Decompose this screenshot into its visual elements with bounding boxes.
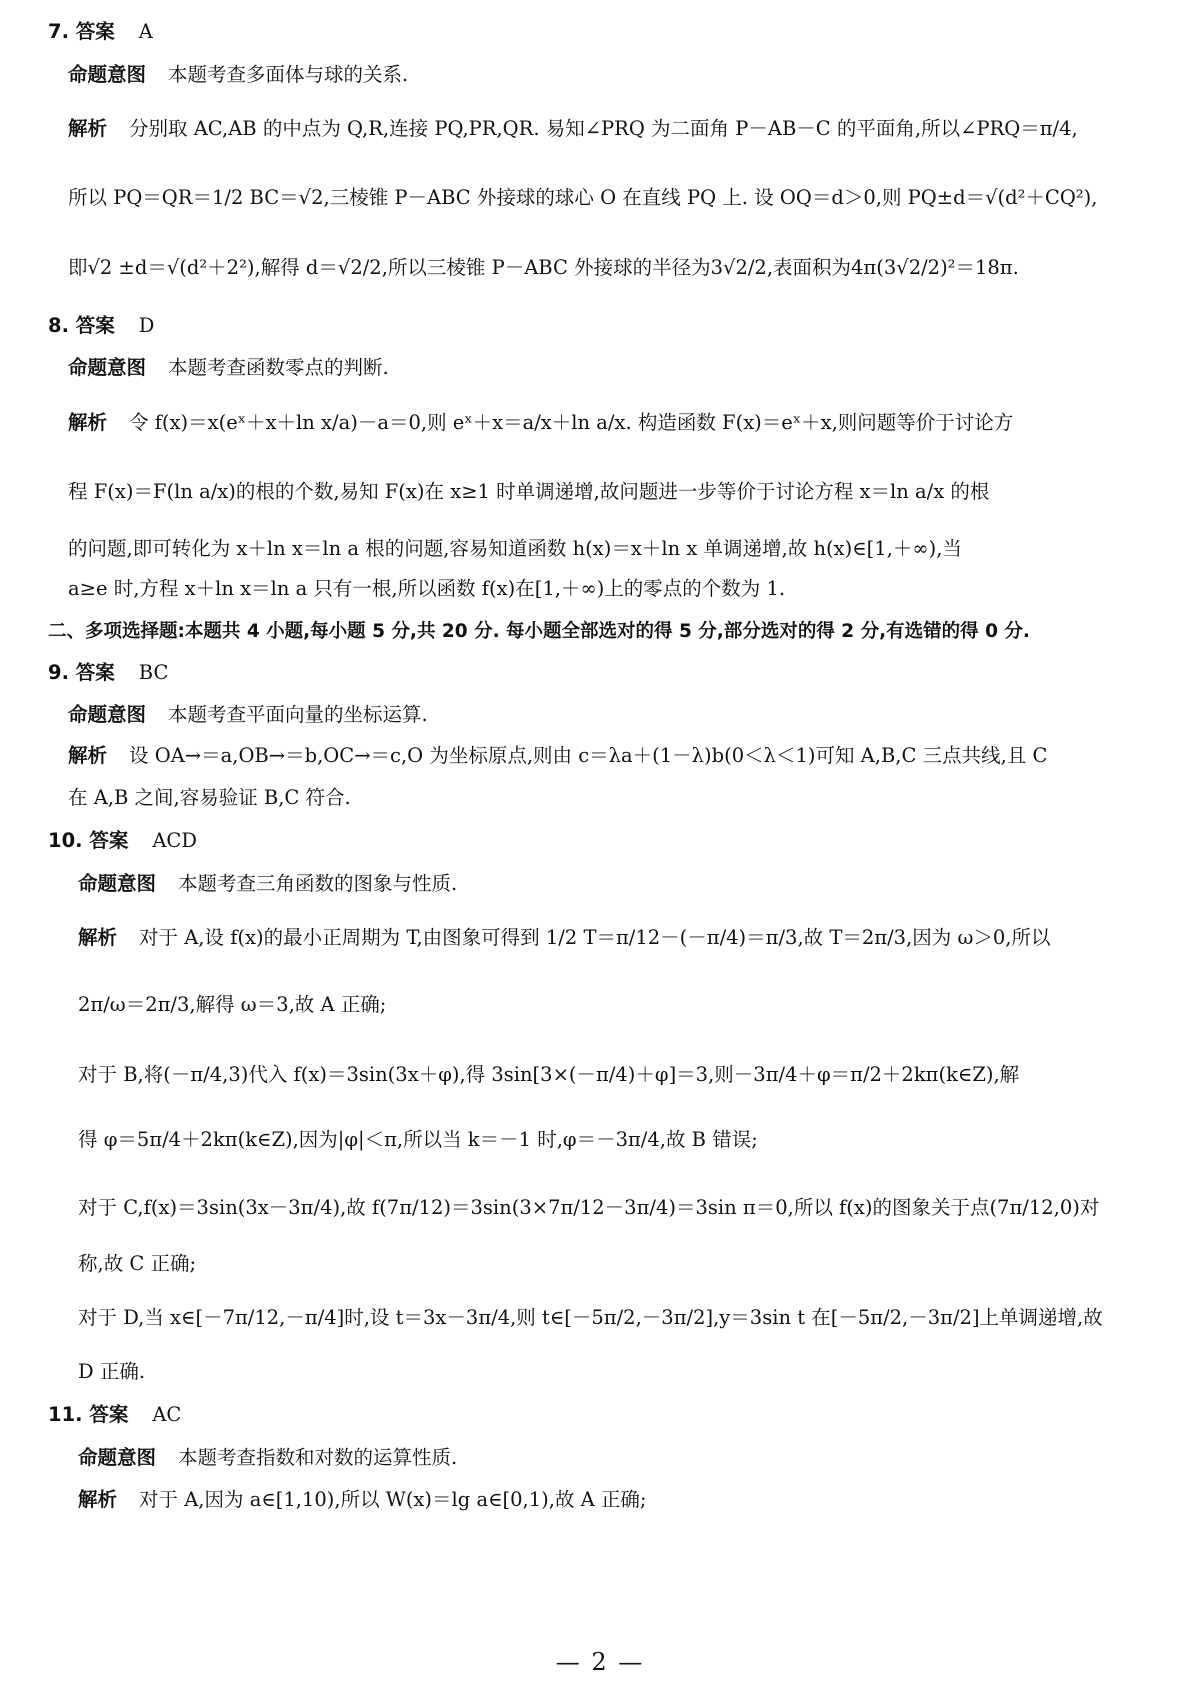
q7-header (48, 20, 153, 44)
q7-analysis-line-2: 所以 PQ＝QR＝1/2 BC＝√2,三棱锥 P－ABC 外接球的球心 O 在直线 PQ 上. 设 OQ＝d＞0,则 PQ±d＝√(d²＋CQ²), (68, 186, 1098, 209)
q10-analysis-line-5: 对于 C,f(x)＝3sin(3x－3π/4),故 f(7π/12)＝3sin(3×7π/12－3π/4)＝3sin π＝0,所以 f(x)的图象关于点(7π/12,0)对 (78, 1196, 1100, 1219)
q7-analysis-line-3: 即√2 ±d＝√(d²＋2²),解得 d＝√2/2,所以三棱锥 P－ABC 外接球的半径为3√2/2,表面积为4π(3√2/2)²＝18π. (68, 256, 1019, 279)
q11-title: 11. 答案 (48, 1403, 129, 1426)
q7-title: 7. 答案 (48, 20, 115, 43)
q7-analysis-text: 分别取 AC,AB 的中点为 Q,R,连接 PQ,PR,QR. 易知∠PRQ 为二面角 P－AB－C 的平面角,所以∠PRQ＝π/4, (129, 117, 1078, 140)
q10-analysis-line-1 (78, 926, 1050, 950)
q8-title: 8. 答案 (48, 314, 115, 337)
q10-intent (78, 872, 457, 896)
q11-analysis-line-1 (78, 1488, 647, 1512)
q8-analysis-line-4: a≥e 时,方程 x＋ln x＝ln a 只有一根,所以函数 f(x)在[1,＋∞)上的零点的个数为 1. (68, 577, 786, 600)
q7-intent (68, 63, 408, 87)
q11-intent (78, 1446, 457, 1470)
q10-analysis-line-3: 对于 B,将(－π/4,3)代入 f(x)＝3sin(3x＋φ),得 3sin[3×(－π/4)＋φ]＝3,则－3π/4＋φ＝π/2＋2kπ(k∈Z),解 (78, 1063, 1020, 1086)
q10-intent-text: 本题考查三角函数的图象与性质. (178, 872, 458, 895)
q10-intent-label: 命题意图 (78, 872, 157, 895)
q7-analysis-label: 解析 (68, 117, 108, 140)
q11-intent-label: 命题意图 (78, 1446, 157, 1469)
q10-analysis-line-7: 对于 D,当 x∈[－7π/12,－π/4]时,设 t＝3x－3π/4,则 t∈[－5π/2,－3π/2],y＝3sin t 在[－5π/2,－3π/2]上单调递增,故 (78, 1306, 1103, 1329)
q9-analysis-line-1 (68, 744, 1047, 768)
q8-analysis-label: 解析 (68, 411, 108, 434)
q7-intent-label: 命题意图 (68, 63, 147, 86)
q10-analysis-line-4: 得 φ＝5π/4＋2kπ(k∈Z),因为|φ|＜π,所以当 k＝－1 时,φ＝－3π/4,故 B 错误; (78, 1128, 758, 1151)
q8-analysis-line-1 (68, 411, 1013, 435)
q9-intent-text: 本题考查平面向量的坐标运算. (168, 703, 428, 726)
q9-analysis-text: 设 OA→＝a,OB→＝b,OC→＝c,O 为坐标原点,则由 c＝λa＋(1－λ)b(0＜λ＜1)可知 A,B,C 三点共线,且 C (129, 744, 1048, 767)
q9-analysis-label: 解析 (68, 744, 108, 767)
q9-title: 9. 答案 (48, 661, 115, 684)
q9-analysis-line-2: 在 A,B 之间,容易验证 B,C 符合. (68, 786, 351, 809)
q10-header (48, 829, 197, 853)
q9-answer: BC (138, 661, 169, 684)
q8-analysis-line-3: 的问题,即可转化为 x＋ln x＝ln a 根的问题,容易知道函数 h(x)＝x＋ln x 单调递增,故 h(x)∈[1,＋∞),当 (68, 537, 962, 560)
q8-header (48, 314, 154, 338)
q10-title: 10. 答案 (48, 829, 129, 852)
q11-answer: AC (152, 1403, 182, 1426)
q8-intent-label: 命题意图 (68, 356, 147, 379)
section-2-header: 二、多项选择题:本题共 4 小题,每小题 5 分,共 20 分. 每小题全部选对的得 5 分,部分选对的得 2 分,有选错的得 0 分. (48, 621, 1030, 642)
q7-intent-text: 本题考查多面体与球的关系. (168, 63, 409, 86)
q10-answer: ACD (152, 829, 197, 852)
q10-analysis-line-8: D 正确. (78, 1360, 146, 1383)
q9-intent-label: 命题意图 (68, 703, 147, 726)
q10-analysis-text: 对于 A,设 f(x)的最小正周期为 T,由图象可得到 1/2 T＝π/12－(－π/4)＝π/3,故 T＝2π/3,因为 ω＞0,所以 (139, 926, 1051, 949)
q11-analysis-label: 解析 (78, 1488, 118, 1511)
q8-answer: D (138, 314, 155, 337)
q10-analysis-label: 解析 (78, 926, 118, 949)
q8-intent (68, 356, 389, 380)
q9-header (48, 661, 168, 685)
q7-analysis-line-1 (68, 117, 1078, 141)
q11-analysis-text: 对于 A,因为 a∈[1,10),所以 W(x)＝lg a∈[0,1),故 A 正确; (139, 1488, 647, 1511)
q8-intent-text: 本题考查函数零点的判断. (168, 356, 389, 379)
q7-answer: A (138, 20, 153, 43)
q10-analysis-line-2: 2π/ω＝2π/3,解得 ω＝3,故 A 正确; (78, 993, 387, 1016)
q9-intent (68, 703, 428, 727)
q10-analysis-line-6: 称,故 C 正确; (78, 1252, 197, 1275)
q11-intent-text: 本题考查指数和对数的运算性质. (178, 1446, 458, 1469)
q8-analysis-line-2: 程 F(x)＝F(ln a/x)的根的个数,易知 F(x)在 x≥1 时单调递增,故问题进一步等价于讨论方程 x＝ln a/x 的根 (68, 480, 990, 503)
q8-analysis-text: 令 f(x)＝x(eˣ＋x＋ln x/a)－a＝0,则 eˣ＋x＝a/x＋ln a/x. 构造函数 F(x)＝eˣ＋x,则问题等价于讨论方 (129, 411, 1014, 434)
page-number: — 2 — (555, 1648, 645, 1676)
q11-header (48, 1403, 181, 1427)
